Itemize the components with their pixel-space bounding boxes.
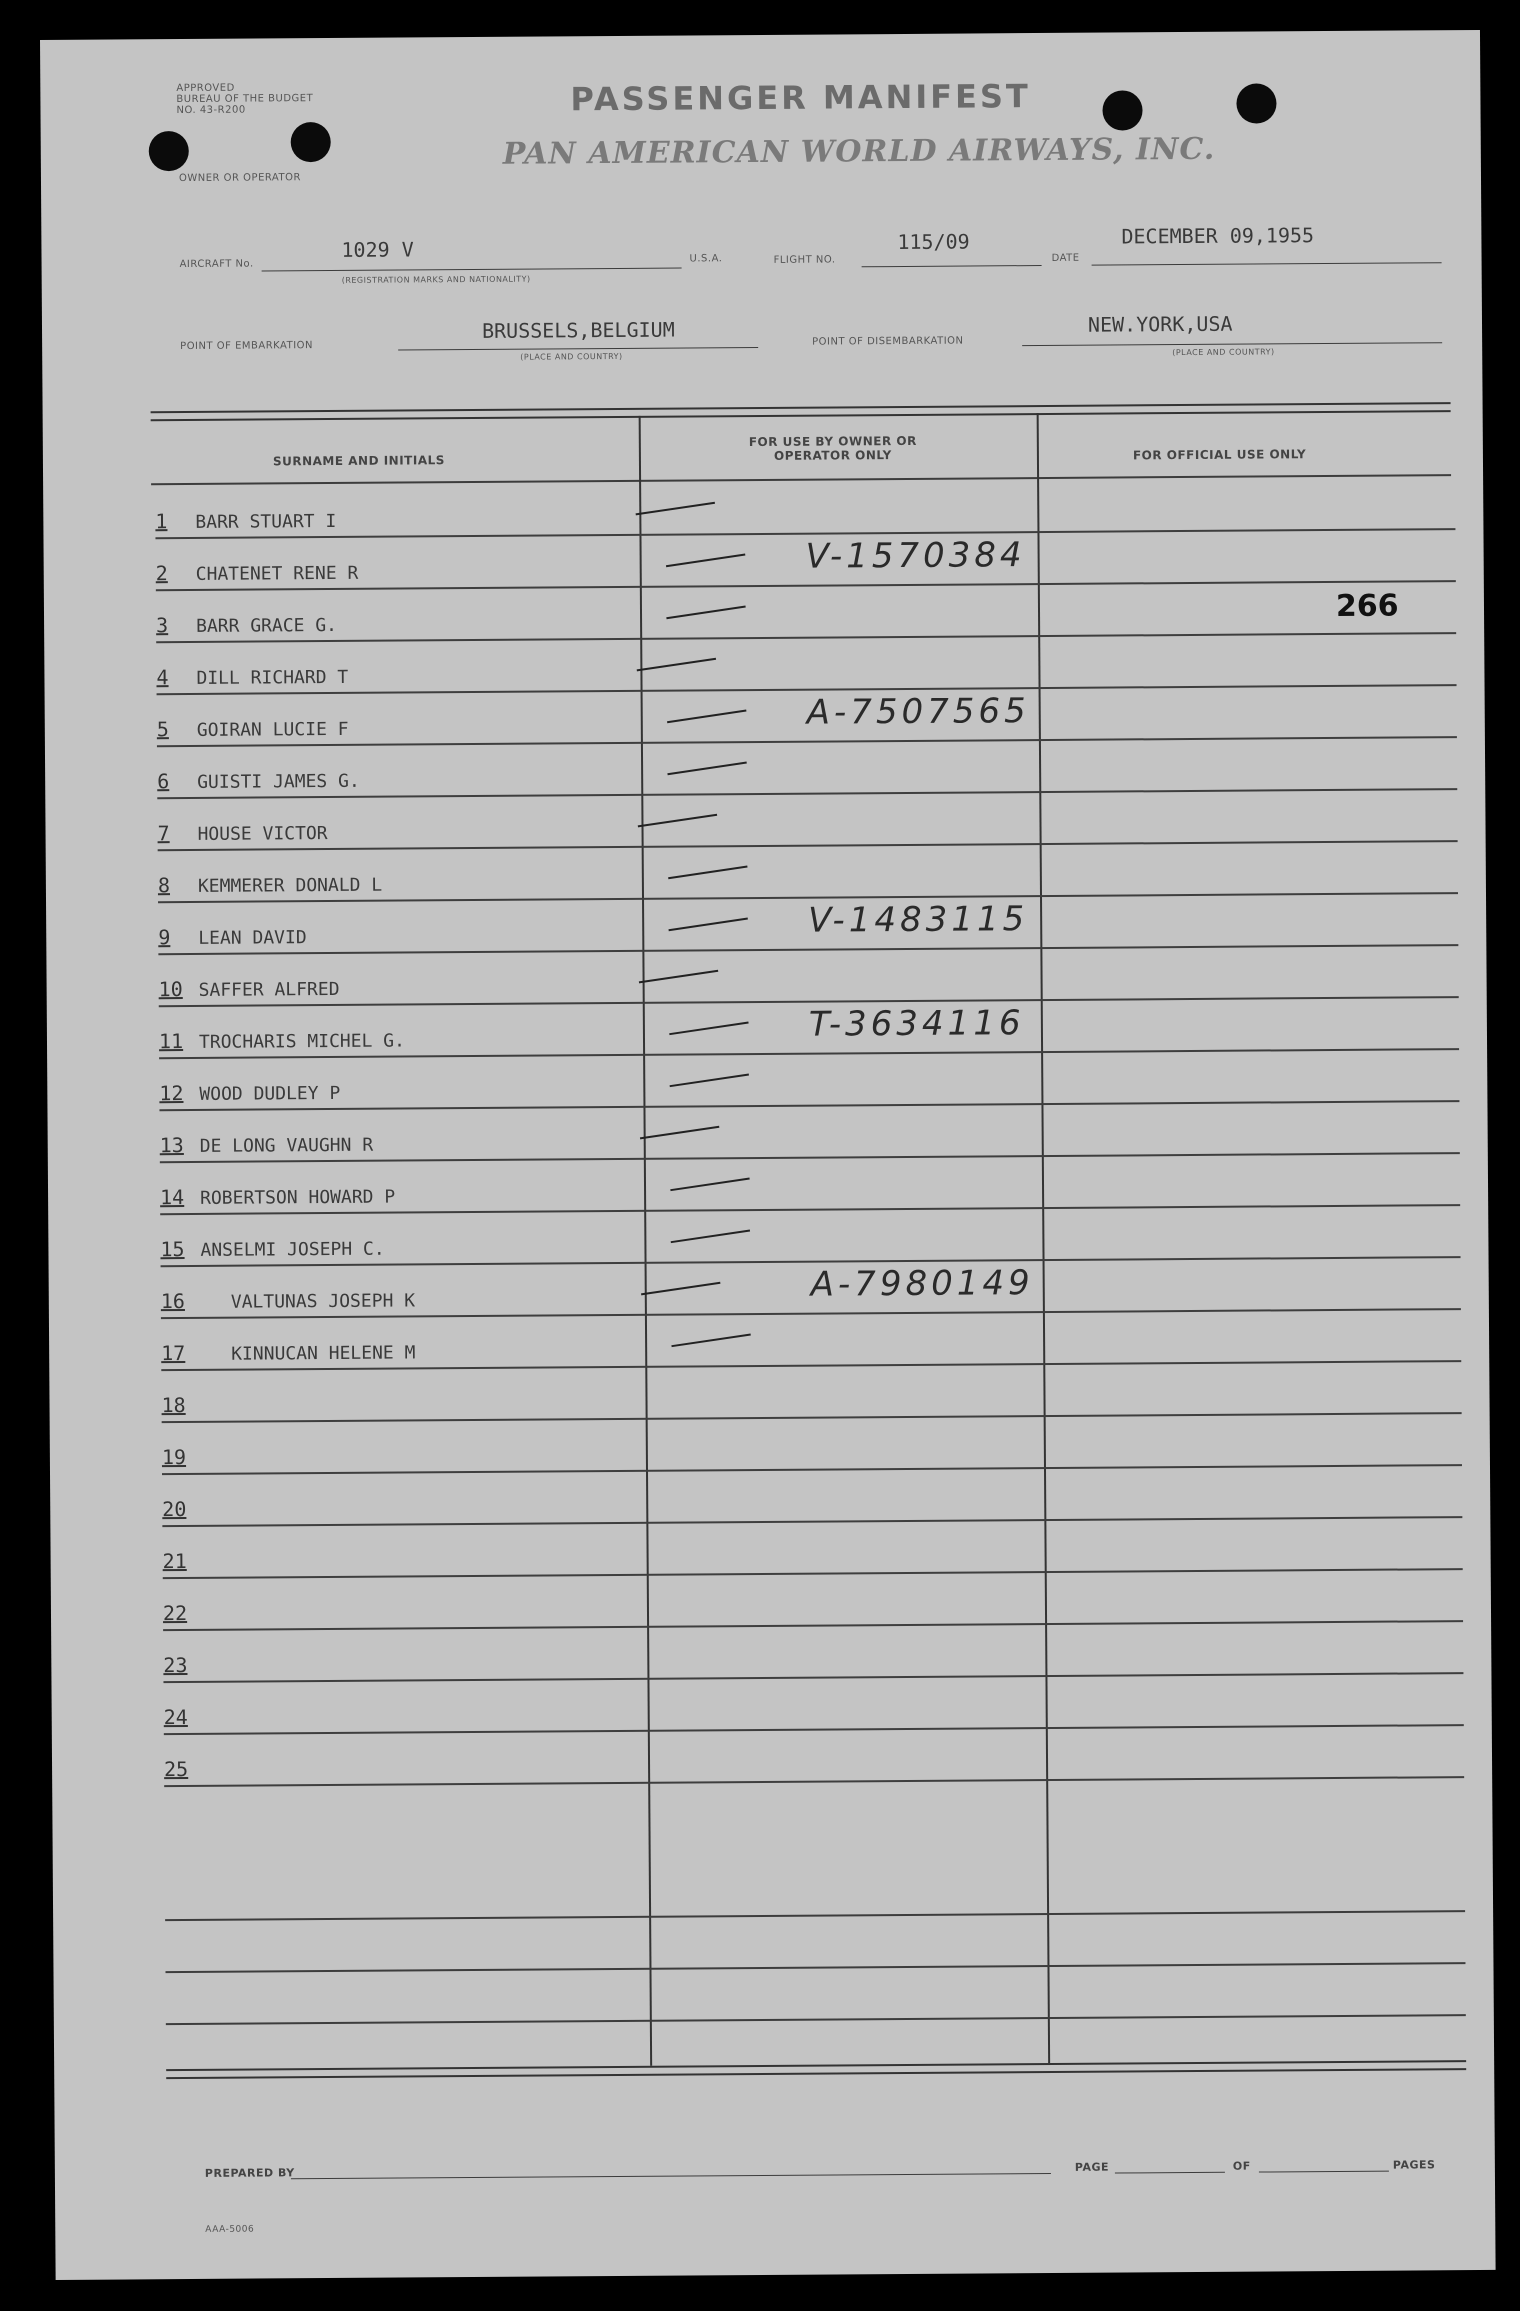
- nationality: U.S.A.: [689, 253, 723, 265]
- table-row: [161, 1310, 1461, 1371]
- official-entry: 266: [1335, 588, 1399, 624]
- footer-rule: [166, 2060, 1466, 2079]
- check-mark: [668, 918, 747, 932]
- disembarkation-place: NEW.YORK,USA: [1087, 311, 1233, 337]
- table-row: [156, 634, 1456, 695]
- check-mark: [666, 606, 745, 620]
- embarkation-place: BRUSSELS,BELGIUM: [481, 317, 675, 343]
- row-number: 7: [157, 821, 170, 846]
- passenger-name: BARR GRACE G.: [196, 614, 338, 637]
- check-mark: [639, 970, 718, 984]
- row-number: 25: [163, 1757, 189, 1782]
- table-row: [162, 1414, 1462, 1475]
- pages-label: PAGES: [1392, 2158, 1436, 2172]
- table-row: [156, 582, 1456, 643]
- row-number: 23: [163, 1653, 188, 1678]
- col-header-owner: FOR USE BY OWNER OR OPERATOR ONLY: [748, 433, 917, 463]
- airline-name: PAN AMERICAN WORLD AIRWAYS, INC.: [502, 131, 1216, 172]
- passenger-name: HOUSE VICTOR: [197, 823, 328, 845]
- row-number: 22: [162, 1601, 188, 1626]
- table-row: [159, 1050, 1459, 1111]
- row-number: 3: [156, 613, 169, 638]
- underline: [1092, 262, 1442, 265]
- punch-hole: [149, 131, 189, 171]
- page-title: PASSENGER MANIFEST: [570, 77, 1031, 119]
- row-number: 6: [157, 769, 170, 794]
- underline: [398, 347, 758, 351]
- table-row: [161, 1258, 1461, 1319]
- table-row: [160, 1154, 1460, 1215]
- row-number: 20: [162, 1497, 187, 1522]
- check-mark: [637, 658, 716, 672]
- aircraft-number: 1029 V: [341, 237, 414, 262]
- passenger-name: DILL RICHARD T: [196, 666, 349, 689]
- col-header-official: FOR OFFICIAL USE ONLY: [1132, 447, 1307, 463]
- passenger-name: KINNUCAN HELENE M: [231, 1342, 416, 1365]
- check-mark: [670, 1178, 749, 1192]
- punch-hole: [1236, 83, 1276, 123]
- row-number: 15: [160, 1237, 185, 1262]
- table-row: [158, 842, 1458, 903]
- row-number: 19: [161, 1445, 187, 1470]
- table-row: [158, 946, 1458, 1007]
- place-note: (PLACE AND COUNTRY): [1172, 347, 1275, 358]
- table-row: [162, 1518, 1462, 1579]
- row-number: 11: [158, 1029, 184, 1054]
- row-number: 12: [159, 1081, 184, 1106]
- passenger-name: LEAN DAVID: [198, 927, 307, 949]
- page-label: PAGE: [1074, 2160, 1110, 2174]
- passenger-name: CHATENET RENE R: [195, 562, 359, 585]
- underline: [262, 268, 682, 272]
- blank-rule: [165, 1962, 1465, 1973]
- table-row: [157, 790, 1457, 851]
- row-number: 18: [161, 1393, 186, 1418]
- passenger-name: KEMMERER DONALD L: [197, 874, 383, 897]
- date-label: DATE: [1051, 252, 1080, 264]
- check-mark: [669, 1022, 748, 1036]
- flight-label: FLIGHT NO.: [773, 254, 836, 266]
- passenger-name: WOOD DUDLEY P: [199, 1082, 341, 1105]
- row-number: 17: [161, 1341, 186, 1366]
- col-header-name: SURNAME AND INITIALS: [272, 453, 445, 469]
- row-number: 1: [155, 509, 168, 534]
- row-number: 13: [159, 1133, 184, 1158]
- table-row: [162, 1466, 1462, 1527]
- table-row: [157, 738, 1457, 799]
- check-mark: [638, 814, 717, 828]
- flight-number: 115/09: [897, 229, 970, 255]
- check-mark: [671, 1230, 750, 1244]
- check-mark: [667, 762, 746, 776]
- passenger-name: GUISTI JAMES G.: [197, 770, 360, 793]
- aircraft-label: AIRCRAFT No.: [179, 258, 254, 271]
- prepared-by-label: PREPARED BY: [204, 2166, 295, 2180]
- punch-hole: [1102, 90, 1142, 130]
- form-number: AAA-5006: [205, 2224, 255, 2235]
- row-number: 8: [157, 873, 171, 898]
- passenger-name: TROCHARIS MICHEL G.: [198, 1030, 405, 1053]
- passenger-name: GOIRAN LUCIE F: [196, 718, 349, 741]
- passenger-name: DE LONG VAUGHN R: [199, 1134, 374, 1157]
- row-number: 5: [156, 717, 169, 742]
- table-row: [163, 1622, 1463, 1683]
- registration-note: (REGISTRATION MARKS AND NATIONALITY): [341, 274, 531, 285]
- punch-hole: [291, 122, 331, 162]
- check-mark: [641, 1282, 720, 1296]
- row-number: 10: [158, 977, 183, 1002]
- place-note: (PLACE AND COUNTRY): [520, 351, 623, 362]
- blank-rule: [165, 1910, 1465, 1921]
- flight-date: DECEMBER 09,1955: [1121, 223, 1315, 249]
- table-row: [161, 1362, 1461, 1423]
- row-rule: [164, 1776, 1464, 1787]
- blank-rule: [166, 2014, 1466, 2025]
- table-row: [159, 1102, 1459, 1163]
- check-mark: [640, 1126, 719, 1140]
- row-number: 9: [158, 925, 171, 950]
- table-row: [158, 894, 1458, 955]
- underline: [862, 265, 1042, 267]
- embark-label: POINT OF EMBARKATION: [180, 340, 314, 353]
- table-row: [160, 1206, 1460, 1267]
- table-row: [157, 686, 1457, 747]
- owner-note: A-7507565: [806, 691, 1030, 733]
- owner-note: V-1570384: [805, 535, 1026, 577]
- table-row: [155, 530, 1455, 591]
- row-number: 14: [159, 1185, 185, 1210]
- check-mark: [667, 710, 746, 724]
- row-number: 21: [162, 1549, 187, 1574]
- check-mark: [666, 554, 745, 568]
- underline: [291, 2173, 1051, 2179]
- header-rule: [151, 402, 1451, 421]
- underline: [1259, 2171, 1389, 2173]
- passenger-name: VALTUNAS JOSEPH K: [230, 1290, 416, 1313]
- table-row: [163, 1674, 1463, 1735]
- owner-note: T-3634116: [808, 1003, 1025, 1045]
- passenger-name: BARR STUART I: [195, 510, 337, 533]
- approval-stamp: APPROVED BUREAU OF THE BUDGET NO. 43-R200: [176, 82, 314, 117]
- row-number: 24: [163, 1705, 188, 1730]
- check-mark: [670, 1074, 749, 1088]
- table-row: [159, 998, 1459, 1059]
- passenger-name: ROBERTSON HOWARD P: [200, 1186, 396, 1209]
- disembark-label: POINT OF DISEMBARKATION: [812, 335, 964, 348]
- row-number: 2: [155, 561, 168, 586]
- owner-note: V-1483115: [808, 899, 1029, 941]
- owner-label: OWNER OR OPERATOR: [178, 172, 301, 185]
- row-number: 4: [156, 665, 169, 690]
- of-label: OF: [1232, 2159, 1251, 2173]
- underline: [1022, 342, 1442, 346]
- table-row: [163, 1570, 1463, 1631]
- manifest-sheet: [40, 30, 1496, 2280]
- check-mark: [636, 502, 715, 516]
- row-number: 16: [160, 1289, 185, 1314]
- check-mark: [668, 866, 747, 880]
- passenger-name: ANSELMI JOSEPH C.: [200, 1238, 385, 1261]
- table-row: [164, 1726, 1464, 1787]
- check-mark: [671, 1334, 750, 1348]
- underline: [1115, 2172, 1225, 2174]
- owner-note: A-7980149: [810, 1263, 1034, 1305]
- passenger-name: SAFFER ALFRED: [198, 978, 340, 1001]
- table-row: [155, 478, 1455, 539]
